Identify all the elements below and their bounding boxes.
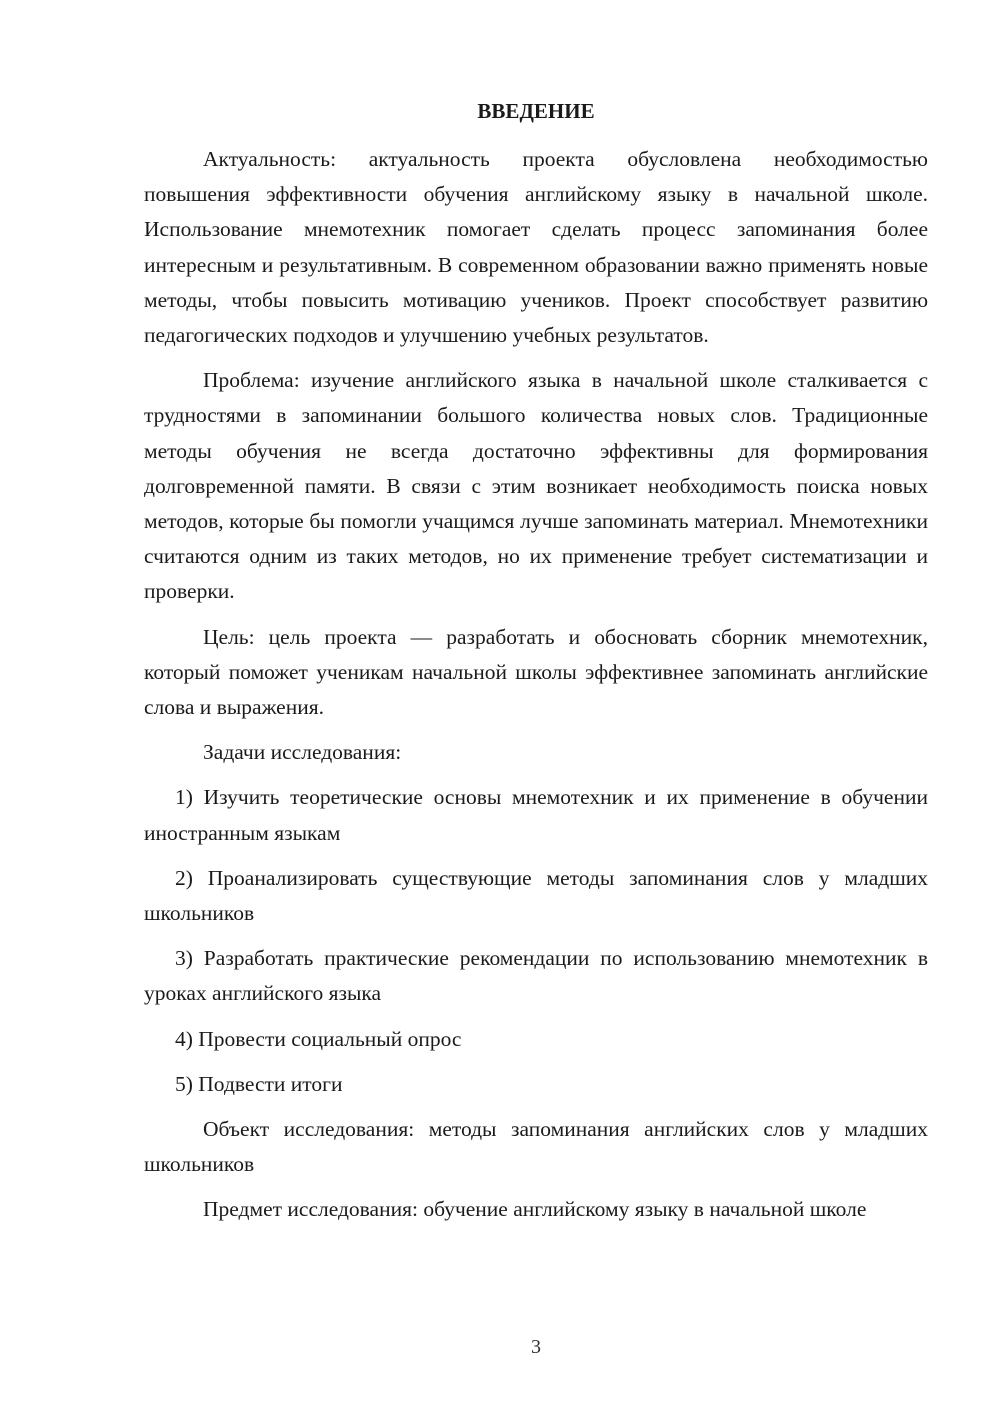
document-page	[144, 0, 928, 1414]
page-number: 3	[531, 1336, 541, 1358]
task-item: 3) Разработать практические рекомендации по использованию мнемотехник в уроках английского языка	[144, 946, 928, 1006]
tasks-heading: Задачи исследования:	[203, 740, 402, 765]
goal-paragraph: Цель: цель проекта — разработать и обосновать сборник мнемотехник, который поможет ученикам начальной школы эффективнее запоминать английские слова и выражения.	[144, 624, 928, 720]
task-item: 5) Подвести итоги	[175, 1071, 343, 1096]
object-paragraph: Объект исследования: методы запоминания английских слов у младших школьников	[144, 1117, 928, 1177]
task-item: 2) Проанализировать существующие методы запоминания слов у младших школьников	[144, 865, 928, 926]
subject-paragraph: Предмет исследования: обучение английскому языку в начальной школе	[203, 1197, 867, 1222]
page-title: ВВЕДЕНИЕ	[477, 99, 595, 123]
problem-paragraph: Проблема: изучение английского языка в начальной школе сталкивается с трудностями в запоминании большого количества новых слов. Традиционные методы обучения не всегда достаточно эффективны для формирования долговременной памяти. В связи с этим возникает необходимость поиска новых методов, которые бы помогли учащимся лучше запоминать материал. Мнемотехники считаются одним из таких методов, но их применение требует систематизации и проверки.	[144, 368, 928, 604]
relevance-paragraph: Актуальность: актуальность проекта обусловлена необходимостью повышения эффективности обучения английскому языку в начальной школе. Использование мнемотехник помогает сделать процесс запоминания более интересным и результативным. В современном образовании важно применять новые методы, чтобы повысить мотивацию учеников. Проект способствует развитию педагогических подходов и улучшению учебных результатов.	[144, 147, 928, 348]
task-item: 4) Провести социальный опрос	[175, 1026, 462, 1051]
document-body	[144, 142, 928, 1238]
task-item: 1) Изучить теоретические основы мнемотехник и их применение в обучении иностранным языкам	[144, 785, 928, 845]
